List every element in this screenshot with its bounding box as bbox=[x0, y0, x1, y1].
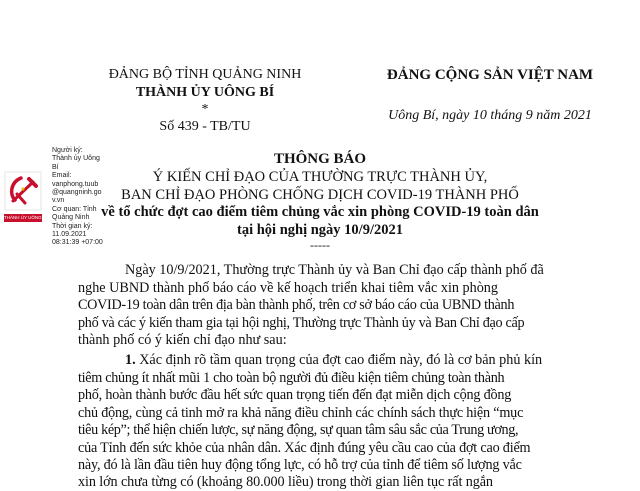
title-line-1: Ý KIẾN CHỈ ĐẠO CỦA THƯỜNG TRỰC THÀNH ỦY, bbox=[152, 169, 488, 185]
item-number: 1. bbox=[125, 352, 136, 368]
title-line-3: về tổ chức đợt cao điểm tiêm chủng vắc xin phòng COVID-19 toàn dân bbox=[101, 204, 539, 220]
header-star: * bbox=[201, 102, 209, 117]
body-line: chủ động, cùng cả tinh mở ra khả năng điều chỉnh các chính sách thực hiện “mục bbox=[78, 405, 524, 421]
signature-line: 08:31:39 +07:00 bbox=[52, 239, 103, 247]
org-parent: ĐẢNG BỘ TỈNH QUẢNG NINH bbox=[108, 67, 302, 82]
notice-heading: THÔNG BÁO bbox=[273, 151, 367, 167]
signature-line: Email: bbox=[52, 172, 72, 180]
title-divider: ----- bbox=[310, 238, 330, 252]
body-line: tiêu kép”; thể hiện chiến lược, sự năng động, sự quan tâm sâu sắc của Trung ương, bbox=[78, 422, 519, 438]
body-line: của Tỉnh đến sức khỏe của nhân dân. Xác định đúng yêu cầu cao của đợt cao điểm bbox=[78, 440, 531, 456]
signature-line: v.vn bbox=[52, 197, 65, 205]
party-name: ĐẢNG CỘNG SẢN VIỆT NAM bbox=[386, 67, 594, 83]
signature-line: @quangninh.go bbox=[52, 189, 102, 197]
body-line: phố, hoàn thành bước đầu hết sức quan trọng tiến đến đạt miễn dịch cộng đồng bbox=[78, 387, 512, 403]
document-number: Số 439 - TB/TU bbox=[159, 119, 251, 134]
body-line: Ngày 10/9/2021, Thường trực Thành ủy và Ban Chỉ đạo cấp thành phố đã bbox=[125, 262, 544, 278]
body-line: xin lớn chưa từng có (khoảng 80.000 liều) trong thời gian liên tục rất ngắn bbox=[78, 474, 493, 490]
body-line: này, đó là lần đầu tiên huy động tổng lực, có hỗ trợ của tỉnh để tiêm số lượng vắc bbox=[78, 457, 522, 473]
signature-line: Bí bbox=[52, 163, 59, 171]
signature-line: vanphong.tuub bbox=[52, 180, 99, 188]
org-name: THÀNH ỦY UÔNG BÍ bbox=[135, 85, 275, 100]
signature-line: Người ký: bbox=[52, 147, 83, 154]
body-line: phố và các ý kiến tham gia tại hội nghị, Thường trực Thành ủy và Ban Chỉ đạo cấp bbox=[78, 315, 525, 331]
seal-label: THÀNH ỦY UÔNG BÍ bbox=[4, 215, 48, 220]
signature-line: Cơ quan: Tỉnh bbox=[52, 205, 97, 213]
body-line: tiêm chủng ít nhất mũi 1 cho toàn bộ người đủ điều kiện tiêm chủng toàn thành bbox=[78, 370, 505, 386]
signature-line: Thành ủy Uông bbox=[52, 155, 100, 163]
body-line: thành phố có ý kiến chỉ đạo như sau: bbox=[78, 332, 287, 348]
body-line: COVID-19 toàn dân trên địa bàn thành phố, trên cơ sở báo cáo của UBND thành bbox=[78, 297, 515, 313]
title-line-2: BAN CHỈ ĐẠO PHÒNG CHỐNG DỊCH COVID-19 THÀNH PHỐ bbox=[121, 187, 519, 203]
signature-line: 11.09.2021 bbox=[52, 231, 87, 239]
body-line: nghe UBND thành phố báo cáo về kế hoạch triển khai tiêm vắc xin phòng bbox=[78, 280, 498, 296]
signature-line: Quảng Ninh bbox=[52, 214, 90, 222]
place-date: Uông Bí, ngày 10 tháng 9 năm 2021 bbox=[388, 108, 592, 123]
title-line-4: tại hội nghị ngày 10/9/2021 bbox=[237, 222, 403, 238]
body-line: Xác định rõ tầm quan trọng của đợt cao điểm này, đó là cơ bản phủ kín bbox=[135, 352, 543, 368]
signature-line: Thời gian ký: bbox=[52, 222, 93, 230]
